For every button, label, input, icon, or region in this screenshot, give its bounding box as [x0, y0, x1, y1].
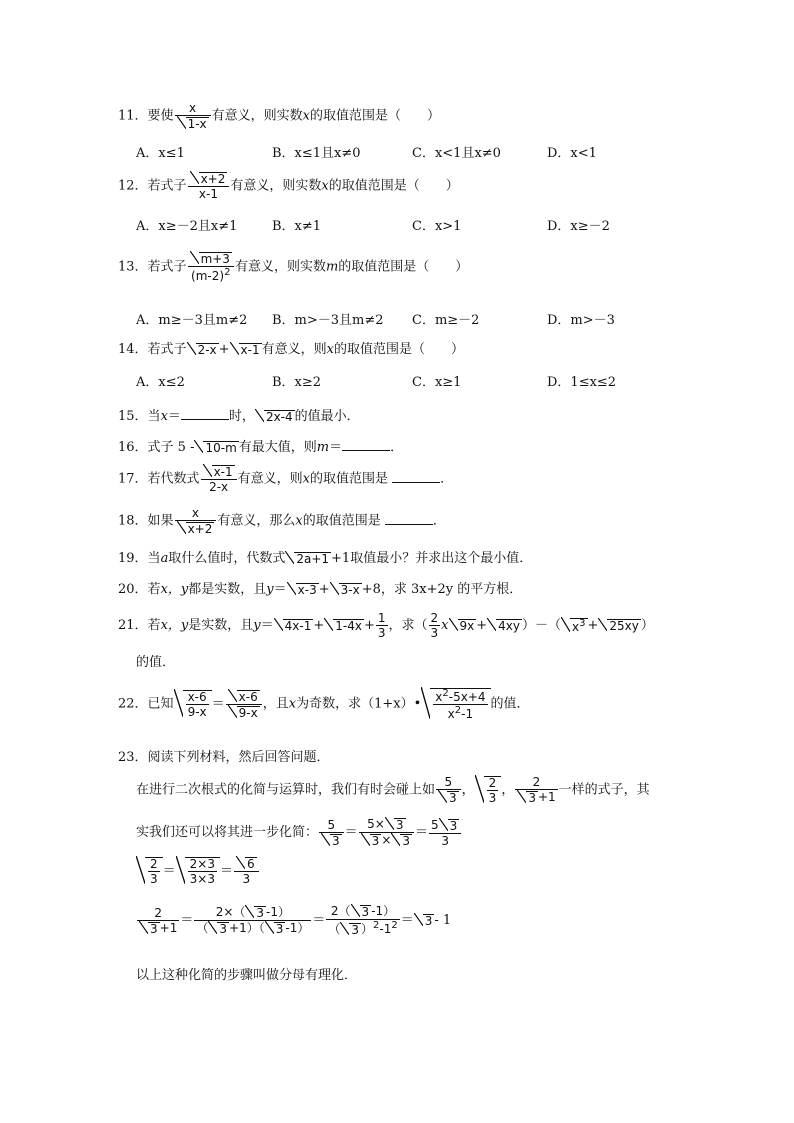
fraction: $\frac{5}{3}$ — [436, 776, 461, 804]
fraction: $\frac{5}{3}$ — [319, 819, 344, 847]
answer-blank[interactable] — [392, 470, 440, 483]
fraction: $\frac{5 3}{3}$ — [429, 819, 461, 847]
question-number: 12． — [118, 178, 148, 194]
question-number: 13． — [118, 259, 148, 275]
fraction: $\frac{5\times 3}{3 \times 3}$ — [359, 818, 414, 847]
radical: 2a+1 — [285, 552, 331, 565]
option-c: C．m≥－2 — [412, 313, 480, 328]
question-11: 11．要使 $\frac{x}{1-x}$ 有意义，则实数x的取值范围是（ ） — [118, 101, 441, 131]
fraction: $\frac{2\times( 3 -1)}{( 3 +1)( 3 -1)}$ — [196, 905, 310, 936]
option-c: C．x≥1 — [412, 375, 462, 390]
fraction: $\frac{x}{x+2}$ — [175, 507, 217, 535]
radical: x-1 — [230, 343, 262, 356]
radical: 9x — [449, 619, 477, 632]
radical: $\frac{x-6}{9-x}$ — [174, 690, 212, 718]
question-15: 15．当x＝ 时， 2x-4 的值最小． — [118, 409, 360, 424]
material-conclusion: 以上这种化简的步骤叫做分母有理化． — [136, 968, 358, 983]
question-18: 18．如果 $\frac{x}{x+2}$ 有意义，那么x的取值范围是 ． — [118, 506, 446, 536]
radical: $\frac{x^2-5x+4}{x^2-1}$ — [421, 688, 490, 720]
material-equation-2: $\frac{2}{3}$ ＝ $\frac{2\times 3}{3\times 3}$ ＝ $\frac{6}{3}$ — [136, 857, 260, 885]
radical: 4xy — [487, 619, 522, 632]
option-b: B．x≠1 — [272, 219, 322, 234]
radical: 10-m — [194, 441, 238, 454]
fraction: $\frac{2}{3}$ — [430, 611, 439, 640]
radical: 2-x — [187, 343, 219, 356]
radical: $\frac{2\times 3}{3\times 3}$ — [176, 857, 220, 885]
fraction: $\frac{2( 3 -1)}{( 3 )^2-1^2}$ — [328, 904, 398, 937]
option-b: B．m>－3且m≠2 — [272, 313, 384, 328]
radical: 3 — [414, 914, 435, 927]
question-number: 19． — [118, 551, 148, 566]
question-21: 21．若x，y是实数，且y＝ 4x-1 + 1-4x + $\frac{1}{3}$ ，求（ $\frac{2}{3}$ x 9x + 4xy ）－（ $x^3 + 25xy$ ） — [118, 611, 654, 640]
question-number: 14． — [118, 342, 148, 357]
radical: x-3 — [287, 583, 319, 596]
answer-blank[interactable] — [342, 438, 390, 451]
radical: 25xy — [598, 619, 640, 632]
radical: $\frac{2}{3}$ — [475, 776, 502, 804]
question-12: 12．若式子 $\frac{x+2}{x-1}$ 有意义，则实数x的取值范围是（ ） — [118, 172, 459, 201]
question-19: 19．当a取什么值时，代数式 2a+1 +1取值最小？并求出这个最小值． — [118, 551, 533, 566]
radical: $\frac{2}{3}$ — [136, 857, 163, 885]
option-d: D．x≥－2 — [547, 219, 610, 234]
question-16: 16．式子 5 - 10-m 有最大值，则m＝ ． — [118, 440, 404, 455]
question-number: 18． — [118, 513, 148, 529]
question-number: 17． — [118, 471, 148, 487]
fraction: $\frac{1}{3}$ — [377, 611, 386, 640]
question-number: 15． — [118, 409, 148, 424]
option-b: B．x≤1且x≠0 — [272, 146, 361, 161]
answer-blank[interactable] — [385, 512, 433, 525]
question-20: 20．若x，y都是实数，且y＝ x-3 + 3-x +8，求 3x+2y 的平方根． — [118, 582, 523, 597]
option-b: B．x≥2 — [272, 375, 322, 390]
radical: 1-4x — [324, 619, 364, 632]
question-number: 22． — [118, 696, 148, 712]
option-d: D．1≤x≤2 — [547, 375, 617, 390]
option-c: C．x>1 — [412, 219, 462, 234]
option-c: C．x<1且x≠0 — [412, 146, 501, 161]
question-number: 21． — [118, 618, 148, 633]
question-21-line2: 的值． — [136, 655, 176, 670]
question-13: 13．若式子 $\frac{m+3}{(m-2)^2}$ 有意义，则实数m的取值范围是（ ） — [118, 252, 469, 283]
question-22: 22．已知 $\frac{x-6}{9-x}$ ＝ $\frac{x-6}{9-x}$ ，且x为奇数，求（1+x）• $\frac{x^2-5x+4}{x^2-1}$ 的值． — [118, 688, 530, 721]
material-paragraph-2: 实我们还可以将其进一步化简： $\frac{5}{3}$ ＝ $\frac{5\times 3}{3 \times 3}$ ＝ $\frac{5 3}{3}$ — [136, 818, 462, 847]
option-a: A．x≥－2且x≠1 — [136, 219, 238, 234]
question-number: 23． — [118, 750, 148, 765]
option-d: D．m>－3 — [547, 313, 615, 328]
answer-blank[interactable] — [181, 407, 229, 420]
option-d: D．x<1 — [547, 146, 597, 161]
material-paragraph-1: 在进行二次根式的化简与运算时，我们有时会碰上如 $\frac{5}{3}$ ， $\frac{2}{3}$ ， $\frac{2}{3 +1}$ 一样的式子，其 — [136, 775, 650, 805]
fraction: $\frac{2}{3 +1}$ — [515, 776, 557, 804]
radical: $x^3$ — [561, 618, 587, 633]
question-number: 16． — [118, 440, 148, 455]
fraction: $\frac{x+2}{x-1}$ — [188, 172, 230, 200]
fraction: $\frac{6}{3}$ — [234, 857, 259, 885]
fraction: $\frac{x}{1-x}$ — [175, 102, 211, 130]
question-number: 11． — [118, 108, 148, 124]
radical: 3-x — [330, 583, 362, 596]
radical: 4x-1 — [274, 619, 314, 632]
fraction: $\frac{m+3}{(m-2)^2}$ — [188, 252, 234, 282]
question-23: 23．阅读下列材料，然后回答问题． — [118, 750, 330, 765]
radical: 2x-4 — [255, 410, 295, 423]
material-equation-3: $\frac{2}{3 +1}$ ＝ $\frac{2\times( 3 -1)}{( 3 +1)( 3 -1)}$ ＝ $\frac{2( 3 -1)}{( 3 )^2-1^2}$ ＝ 3 - 1 — [136, 905, 451, 936]
question-17: 17．若代数式 $\frac{x-1}{2-x}$ 有意义，则x的取值范围是 ． — [118, 465, 454, 494]
fraction: $\frac{x-6}{9-x}$ — [226, 690, 262, 719]
fraction: $\frac{x-1}{2-x}$ — [201, 465, 237, 493]
option-a: A．x≤2 — [136, 375, 185, 390]
option-a: A．m≥－3且m≠2 — [136, 313, 248, 328]
question-14: 14．若式子 2-x + x-1 有意义，则x的取值范围是（ ） — [118, 342, 464, 357]
question-number: 20． — [118, 582, 148, 597]
fraction: $\frac{2}{3 +1}$ — [137, 907, 179, 935]
option-a: A．x≤1 — [136, 146, 185, 161]
